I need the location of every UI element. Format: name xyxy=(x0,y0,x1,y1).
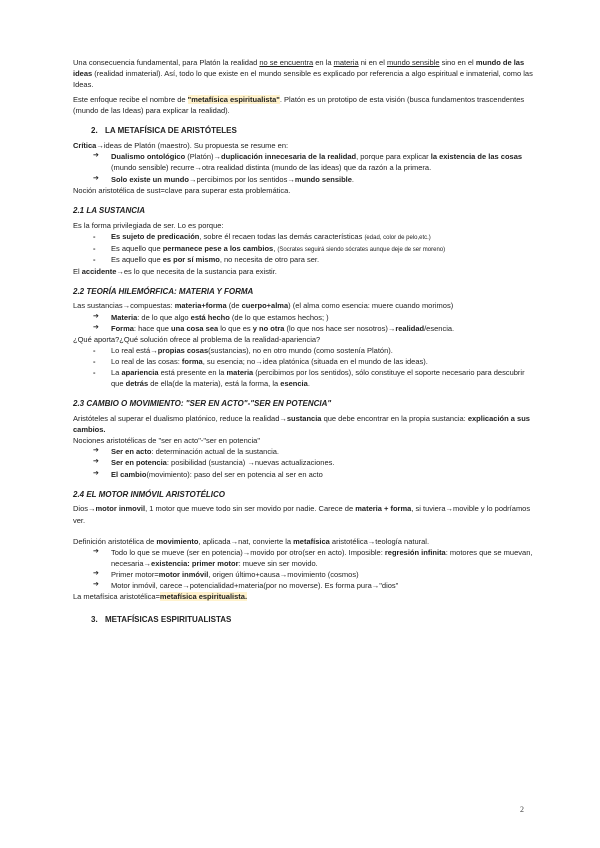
text: (de xyxy=(226,301,242,311)
text: Definición aristotélica de xyxy=(73,536,157,546)
text: ) (el alma como esencia: muere cuando morimos) xyxy=(288,301,454,311)
bold-text: materia xyxy=(226,368,254,378)
subsection-intro xyxy=(73,413,533,435)
bold-text: esencia xyxy=(280,379,308,389)
text: : hace que xyxy=(133,323,172,333)
text: (mundo sensible) recurre→otra realidad distinta (mundo de las ideas) que da razón a la primera. xyxy=(111,163,432,173)
page-number: 2 xyxy=(520,805,524,814)
bold-text: Forma xyxy=(111,323,134,333)
bold-text: explicación a sus cambios. xyxy=(73,414,530,435)
movimiento-paragraph xyxy=(73,536,533,547)
bold-text: realidad xyxy=(395,323,425,333)
list-item xyxy=(73,231,533,243)
text: La xyxy=(111,368,122,378)
bold-text: materia + forma xyxy=(355,504,412,514)
arrow-list xyxy=(73,312,533,334)
list-item xyxy=(73,323,533,334)
nociones-line: Nociones aristotélicas de "ser en acto"-"ser en potencia" xyxy=(73,436,260,446)
text: ni en el xyxy=(358,58,387,67)
text: . Platón es un prototipo de esta visión (busca fundamentos trascendentes (mundo de las Ideas) para explicar la realidad). xyxy=(73,95,525,116)
list-item xyxy=(73,254,533,265)
highlighted-text: metafísica espiritualista. xyxy=(159,592,248,602)
section-heading-2 xyxy=(73,125,533,137)
bold-text: Dualismo ontológico xyxy=(111,152,186,162)
bold-text: sustancia xyxy=(286,414,322,424)
bold-text: permanece pese a los cambios xyxy=(162,243,274,253)
text: (movimiento): paso del ser en potencia al ser en acto xyxy=(146,469,323,479)
bold-text: Ser en potencia xyxy=(111,458,167,468)
text: (Platón)→ xyxy=(185,152,222,162)
dash-list xyxy=(73,345,533,389)
text: : determinación actual de la sustancia. xyxy=(151,447,280,457)
bold-text: metafísica xyxy=(293,536,330,546)
question-line: ¿Qué aporta?¿Qué solución ofrece al problema de la realidad-apariencia? xyxy=(73,334,321,344)
arrow-list xyxy=(73,151,533,184)
bold-text: accidente xyxy=(81,266,117,276)
bold-text: regresión infinita xyxy=(384,547,446,557)
text: Una consecuencia fundamental, para Platón la realidad xyxy=(73,58,260,67)
underlined-text: mundo sensible xyxy=(386,58,440,67)
bold-text: existencia: primer motor xyxy=(151,558,239,568)
list-item xyxy=(73,174,533,185)
final-line xyxy=(73,591,533,602)
list-item xyxy=(73,312,533,323)
sustancia-note: Noción aristotélica de sust=clave para superar esta problemática. xyxy=(73,185,291,195)
text: La metafísica aristotélica= xyxy=(73,592,160,602)
accidente-line xyxy=(73,266,533,277)
text: Es aquello que xyxy=(111,255,163,265)
bold-text: es por sí mismo xyxy=(162,255,220,265)
subsection-intro xyxy=(73,300,533,311)
bold-text: Crítica xyxy=(73,141,97,151)
subsection-heading-2-1: 2.1 LA SUSTANCIA xyxy=(73,205,146,215)
list-item xyxy=(73,547,533,569)
section-number: 2. xyxy=(91,126,98,136)
text: →ideas de Platón (maestro). Su propuesta se resume en: xyxy=(96,141,289,151)
bold-text: Solo existe un mundo xyxy=(111,174,189,184)
text: Dios→ xyxy=(73,504,96,514)
list-item xyxy=(73,469,533,480)
bold-text: Ser en acto xyxy=(111,447,152,457)
text: Lo real de las cosas: xyxy=(111,356,182,366)
bold-text: motor inmovil xyxy=(95,504,146,514)
list-item xyxy=(73,345,533,356)
dash-list xyxy=(73,231,533,266)
section-heading-3 xyxy=(73,614,533,626)
text: , su esencia; no→idea platónica (situada en el mundo de las ideas). xyxy=(202,356,428,366)
list-item xyxy=(73,243,533,255)
bold-text: El cambio xyxy=(111,469,147,479)
text: : mueve sin ser movido. xyxy=(238,558,318,568)
list-item xyxy=(73,151,533,173)
text: →es lo que necesita de la sustancia para existir. xyxy=(116,266,277,276)
arrow-list xyxy=(73,446,533,479)
underlined-text: materia xyxy=(333,58,359,67)
bold-text: cuerpo+alma xyxy=(241,301,289,311)
subsection-heading-2-4: 2.4 EL MOTOR INMÓVIL ARISTOTÉLICO xyxy=(73,489,226,499)
text: , origen último+causa→movimiento (cosmos) xyxy=(208,569,359,579)
text: →percibimos por los sentidos→ xyxy=(188,174,295,184)
text: , xyxy=(273,243,278,253)
text: . xyxy=(351,174,355,184)
list-item xyxy=(73,569,533,580)
text: de ella(de la materia), está la forma, la xyxy=(148,379,281,389)
bold-text: motor inmóvil xyxy=(158,569,209,579)
text: (realidad inmaterial). Así, todo lo que existe en el mundo sensible es explicado por referencia a algo espiritual e inmaterial, como las Ideas. xyxy=(73,69,533,90)
text: /esencia. xyxy=(424,323,455,333)
bold-text: duplicación innecesaria de la realidad xyxy=(221,152,357,162)
text: Primer motor= xyxy=(111,569,159,579)
highlighted-text: "metafísica espiritualista" xyxy=(187,95,280,105)
text: aristotélica→teología natural. xyxy=(329,536,430,546)
arrow-list xyxy=(73,547,533,591)
text: en la xyxy=(313,58,334,67)
bold-text: y no otra xyxy=(252,323,285,333)
bold-text: propias cosas xyxy=(157,345,209,355)
text: Todo lo que se mueve (ser en potencia)→movido por otro(ser en acto). Imposible: xyxy=(111,547,385,557)
text: : motores que se muevan, necesaria→ xyxy=(111,547,533,568)
text: Las sustancias→compuestas: xyxy=(73,301,175,311)
bold-text: apariencia xyxy=(121,368,159,378)
text: Motor inmóvil, carece→potencialidad+materia(por no moverse). Es forma pura→"dios" xyxy=(111,580,399,590)
section-number: 3. xyxy=(91,615,98,625)
subsection-heading-2-2: 2.2 TEORÍA HILEMÓRFICA: MATERIA Y FORMA xyxy=(73,286,254,296)
text: Este enfoque recibe el nombre de xyxy=(73,95,188,105)
bold-text: una cosa sea xyxy=(171,323,219,333)
text: (de lo que estamos hechos; ) xyxy=(229,312,329,322)
text: . xyxy=(307,379,310,389)
text: , aplicada→nat, convierte la xyxy=(198,536,294,546)
text: : posibilidad (sustancia) →nuevas actualizaciones. xyxy=(166,458,335,468)
bold-text: Es sujeto de predicación xyxy=(111,231,200,241)
bold-text: detrás xyxy=(125,379,149,389)
motor-paragraph xyxy=(73,503,533,525)
subsection-intro: Es la forma privilegiada de ser. Lo es porque: xyxy=(73,220,224,230)
bold-text: materia+forma xyxy=(174,301,227,311)
text: , sobre él recaen todas las demás características xyxy=(199,231,365,241)
text: , porque para explicar xyxy=(356,152,431,162)
text: sino en el xyxy=(439,58,476,67)
intro-paragraph-2 xyxy=(73,94,533,116)
text: El xyxy=(73,266,82,276)
small-text: (Socrates seguirá siendo sócrates aunque deje de ser moreno) xyxy=(277,246,446,253)
list-item xyxy=(73,457,533,468)
bold-text: movimiento xyxy=(156,536,199,546)
text: (percibimos por los sentidos), sólo constituye el soporte necesario para descubrir que xyxy=(111,368,525,389)
text: , si tuviera→movible y lo podríamos ver. xyxy=(73,504,531,525)
text: que debe encontrar en la propia sustancia: xyxy=(321,414,468,424)
spacer xyxy=(73,526,533,536)
list-item xyxy=(73,356,533,367)
small-text: (edad, color de pelo,etc.) xyxy=(364,234,431,241)
intro-paragraph-1 xyxy=(73,57,533,90)
underlined-text: no se encuentra xyxy=(259,58,314,67)
list-item xyxy=(73,367,533,389)
text: (lo que nos hace ser nosotros)→ xyxy=(284,323,396,333)
bold-text: la existencia de las cosas xyxy=(430,152,523,162)
list-item xyxy=(73,580,533,591)
section-title: LA METAFÍSICA DE ARISTÓTELES xyxy=(105,126,237,136)
document-body xyxy=(73,57,533,629)
section-title: METAFÍSICAS ESPIRITUALISTAS xyxy=(105,615,232,625)
text: Es aquello que xyxy=(111,243,163,253)
text: está presente en la xyxy=(158,368,227,378)
critica-line xyxy=(73,140,533,151)
subsection-heading-2-3: 2.3 CAMBIO O MOVIMIENTO: "SER EN ACTO"-"SER EN POTENCIA" xyxy=(73,399,332,409)
bold-text: mundo sensible xyxy=(294,174,352,184)
bold-text: está hecho xyxy=(190,312,230,322)
text: Lo real está→ xyxy=(111,345,158,355)
text: : de lo que algo xyxy=(137,312,191,322)
list-item xyxy=(73,446,533,457)
text: Aristóteles al superar el dualismo platónico, reduce la realidad→ xyxy=(73,414,287,424)
bold-text: forma xyxy=(181,356,203,366)
bold-text: Materia xyxy=(111,312,138,322)
text: , no necesita de otro para ser. xyxy=(219,255,320,265)
text: , 1 motor que mueve todo sin ser movido por nadie. Carece de xyxy=(145,504,356,514)
text: (sustancias), no en otro mundo (como sostenía Platón). xyxy=(208,345,393,355)
text: lo que es xyxy=(218,323,253,333)
bold-text: mundo de las ideas xyxy=(73,58,525,79)
